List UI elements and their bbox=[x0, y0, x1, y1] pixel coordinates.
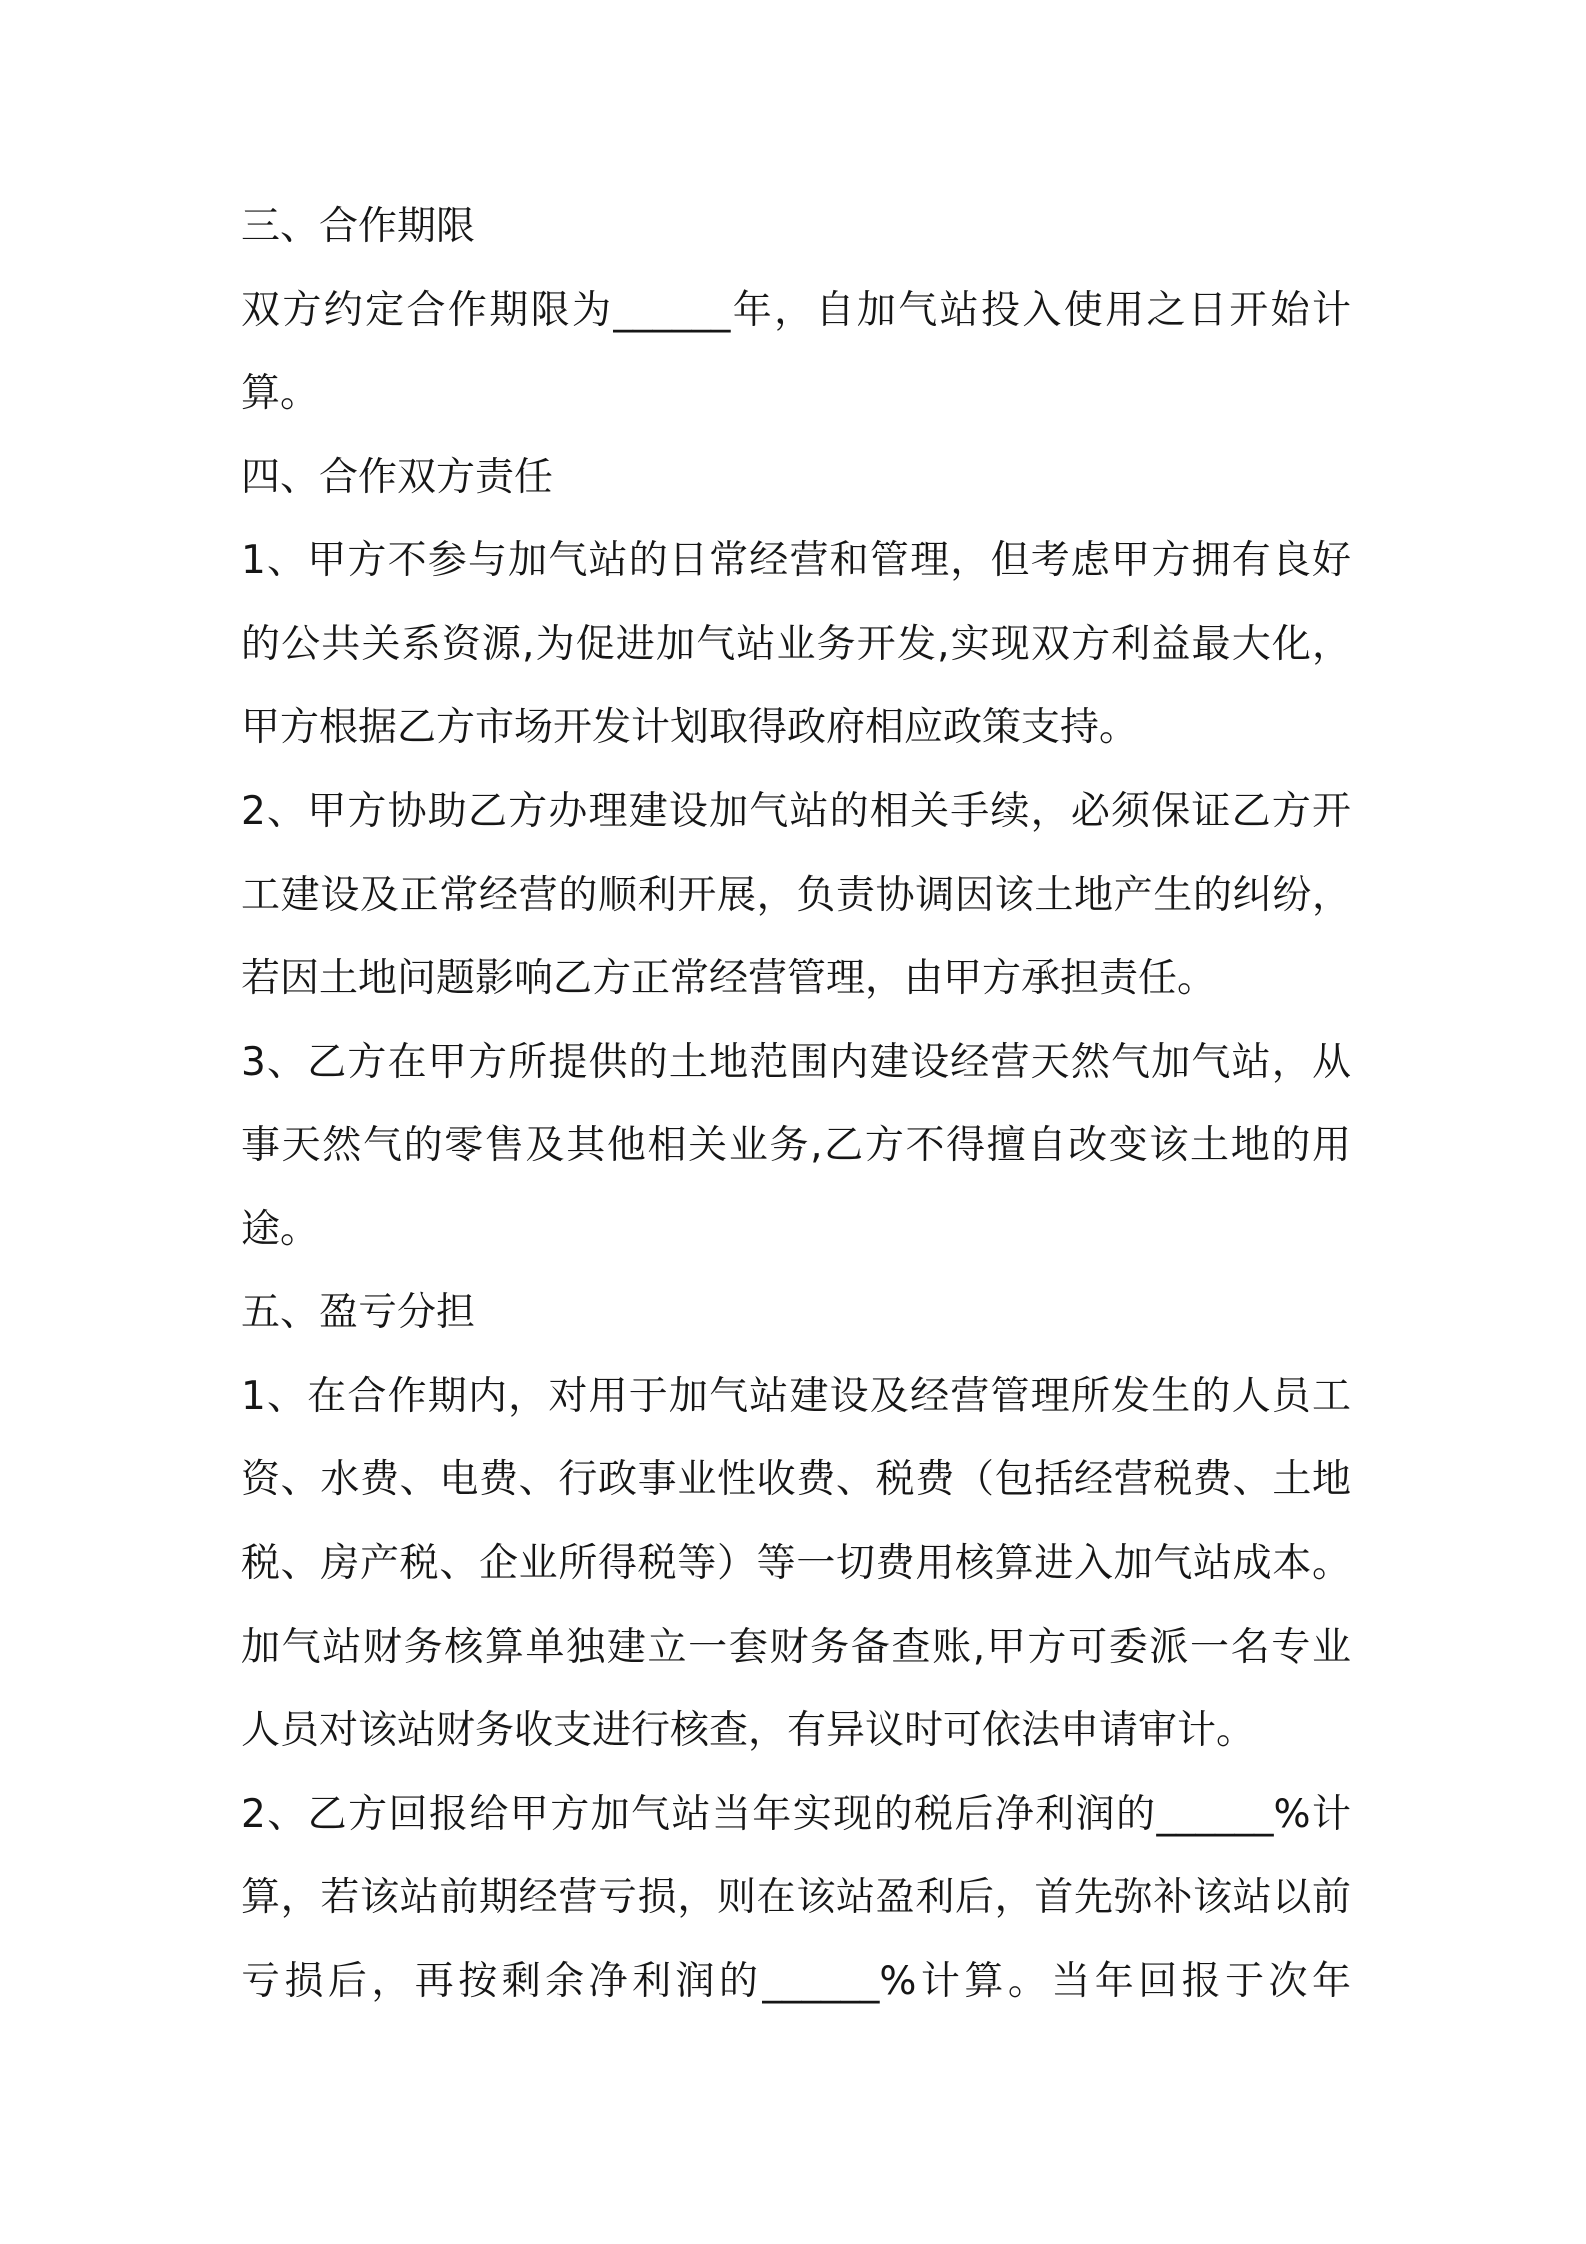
paragraph bbox=[241, 269, 1351, 436]
text-line: 的公共关系资源,为促进加气站业务开发,实现双方利益最大化， bbox=[241, 621, 1351, 667]
text-line: 1、甲方不参与加气站的日常经营和管理，但考虑甲方拥有良好 bbox=[241, 538, 1351, 584]
text-line: 亏损后，再按剩余净利润的______%计算。当年回报于次年 bbox=[241, 1958, 1351, 2004]
paragraph bbox=[241, 770, 1351, 1021]
text-line: 工建设及正常经营的顺利开展，负责协调因该土地产生的纠纷， bbox=[241, 872, 1351, 918]
section-heading: 三、合作期限 bbox=[241, 204, 476, 249]
paragraph bbox=[241, 1021, 1351, 1272]
section-profit-loss bbox=[241, 1271, 1351, 2023]
text-line: 事天然气的零售及其他相关业务,乙方不得擅自改变该土地的用 bbox=[241, 1123, 1351, 1169]
text-line: 若因土地问题影响乙方正常经营管理，由甲方承担责任。 bbox=[241, 956, 1217, 1002]
section-heading: 四、合作双方责任 bbox=[241, 454, 554, 500]
text-line: 1、在合作期内，对用于加气站建设及经营管理所发生的人员工 bbox=[241, 1373, 1351, 1419]
text-line: 3、乙方在甲方所提供的土地范围内建设经营天然气加气站，从 bbox=[241, 1039, 1351, 1085]
text-line: 算，若该站前期经营亏损，则在该站盈利后，首先弥补该站以前 bbox=[241, 1875, 1351, 1921]
text-line: 人员对该站财务收支进行核查，有异议时可依法申请审计。 bbox=[241, 1708, 1256, 1754]
text-line: 算。 bbox=[241, 371, 320, 417]
paragraph bbox=[241, 1773, 1351, 2024]
text-line: 甲方根据乙方市场开发计划取得政府相应政策支持。 bbox=[241, 705, 1139, 751]
text-line: 双方约定合作期限为______年，自加气站投入使用之日开始计 bbox=[241, 287, 1351, 333]
section-cooperation-term bbox=[241, 185, 1351, 436]
paragraph bbox=[241, 519, 1351, 770]
text-line: 税、房产税、企业所得税等）等一切费用核算进入加气站成本。 bbox=[241, 1541, 1351, 1586]
document-body bbox=[241, 185, 1351, 2023]
text-line: 加气站财务核算单独建立一套财务备查账,甲方可委派一名专业 bbox=[241, 1624, 1351, 1670]
text-line: 2、乙方回报给甲方加气站当年实现的税后净利润的______%计 bbox=[241, 1791, 1351, 1837]
paragraph bbox=[241, 1355, 1351, 1773]
section-heading: 五、盈亏分担 bbox=[241, 1290, 476, 1336]
section-responsibilities bbox=[241, 436, 1351, 1272]
text-line: 资、水费、电费、行政事业性收费、税费（包括经营税费、土地 bbox=[241, 1457, 1351, 1503]
text-line: 途。 bbox=[241, 1206, 320, 1252]
text-line: 2、甲方协助乙方办理建设加气站的相关手续，必须保证乙方开 bbox=[241, 788, 1351, 834]
